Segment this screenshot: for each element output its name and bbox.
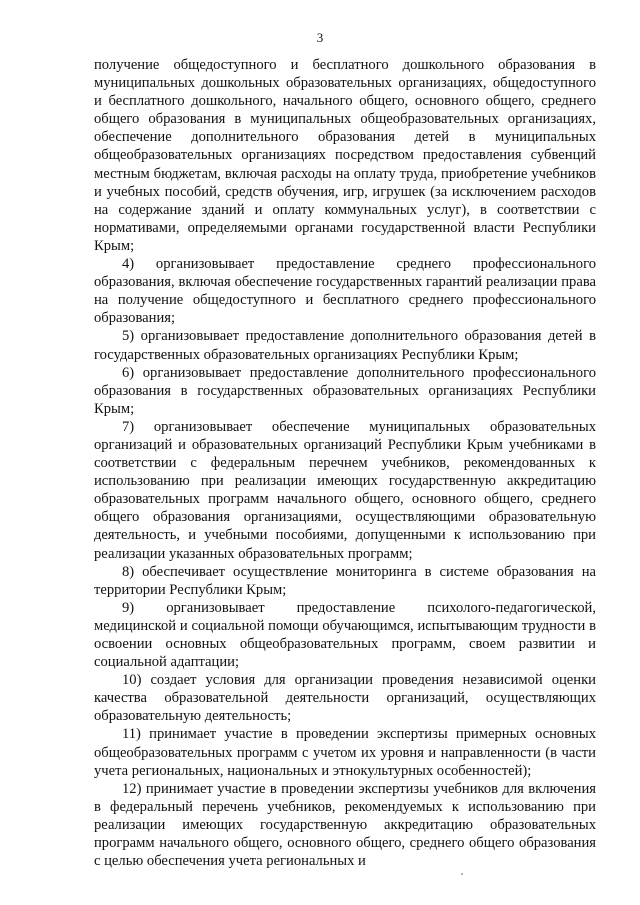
paragraph-continuation: получение общедоступного и бесплатного дошкольного образования в муниципальных дошкольных образовательных организациях, общедоступного и бесплатного дошкольного, начального общего, основного общего, среднего общего образования в муниципальных общеобразовательных организациях, обеспечение дополнительного образования детей в муниципальных общеобразовательных организациях посредством предоставления субвенций местным бюджетам, включая расходы на оплату труда, приобретение учебников и учебных пособий, средств обучения, игр, игрушек (за исключением расходов на содержание зданий и оплату коммунальных услуг), в соответствии с нормативами, определяемыми органами государственной власти Республики Крым;	[94, 57, 596, 254]
paragraph-item-4: 4) организовывает предоставление среднего профессионального образования, включая обеспечение государственных гарантий реализации права на получение общедоступного и бесплатного среднего профессионального образования;	[94, 256, 596, 327]
paragraph-item-10: 10) создает условия для организации проведения независимой оценки качества образовательной деятельности организаций, осуществляющих образовательную деятельность;	[94, 672, 596, 725]
paragraph-item-12: 12) принимает участие в проведении экспертизы учебников для включения в федеральный перечень учебников, рекомендуемых к использованию при реализации имеющих государственную аккредитацию образовательных программ начального общего, основного общего, среднего общего образования с целью обеспечения учета региональных и	[94, 780, 596, 870]
paragraph-item-5: 5) организовывает предоставление дополнительного образования детей в государственных образовательных организациях Республики Крым;	[94, 328, 596, 363]
page-number: 3	[316, 30, 324, 45]
paragraph-item-8: 8) обеспечивает осуществление мониторинга в системе образования на территории Республики Крым;	[94, 563, 596, 598]
document-body	[94, 56, 596, 870]
paragraph-item-9: 9) организовывает предоставление психолого-педагогической, медицинской и социальной помощи обучающимся, испытывающим трудности в освоении основных общеобразовательных программ, своем развитии и социальной адаптации;	[94, 599, 596, 671]
scan-speck	[461, 873, 463, 875]
paragraph-item-6: 6) организовывает предоставление дополнительного профессионального образования в государственных образовательных организациях Республики Крым;	[94, 364, 596, 417]
paragraph-item-11: 11) принимает участие в проведении экспертизы примерных основных общеобразовательных программ с учетом их уровня и направленности (в части учета региональных, национальных и этнокультурных особенностей);	[94, 726, 596, 779]
paragraph-item-7: 7) организовывает обеспечение муниципальных образовательных организаций и образовательных организаций Республики Крым учебниками в соответствии с федеральным перечнем учебников, рекомендованных к использованию при реализации имеющих государственную аккредитацию образовательных программ начального общего, основного общего, среднего общего образования организациями, осуществляющими образовательную деятельность, и учебными пособиями, допущенными к использованию при реализации указанных образовательных программ;	[94, 418, 596, 562]
